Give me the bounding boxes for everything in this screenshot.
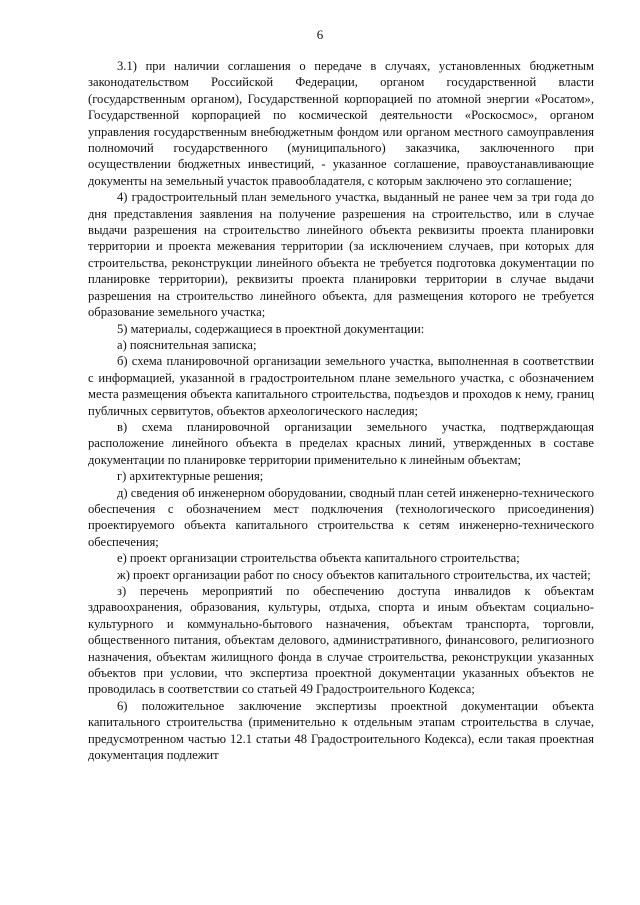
paragraph-5a: а) пояснительная записка; (117, 337, 257, 352)
paragraph-3-1: 3.1) при наличии соглашения о передаче в случаях, установленных бюджетным законодательством Российской Федерации, органом государственной власти (государственным органом), Государственной корпорацией по атомной энергии «Росатом», Государственной корпорацией по космической деятельности «Роскосмос», органом управления государственным внебюджетным фондом или органом местного самоуправления полномочий государственного (муниципального) заказчика, заключенного при осуществлении бюджетных инвестиций, - указанное соглашение, правоустанавливающие документы на земельный участок правообладателя, с которым заключено это соглашение; (88, 59, 594, 188)
page-number: 6 (316, 27, 324, 42)
paragraph-4: 4) градостроительный план земельного участка, выданный не ранее чем за три года до дня представления заявления на получение разрешения на строительство, или в случае выдачи разрешения на строительство линейного объекта реквизиты проекта планировки территории и проекта межевания территории (за исключением случаев, при которых для строительства, реконструкции линейного объекта не требуется подготовка документации по планировке территории), реквизиты проекта планировки территории в случае выдачи разрешения на строительство линейного объекта, для размещения которого не требуется образование земельного участка; (88, 190, 594, 320)
paragraph-6: 6) положительное заключение экспертизы проектной документации объекта капитального строительства (применительно к отдельным этапам строительства в случае, предусмотренном частью 12.1 статьи 48 Градостроительного Кодекса), если такая проектная документация подлежит (88, 698, 594, 763)
paragraph-5e: е) проект организации строительства объекта капитального строительства; (117, 551, 520, 566)
paragraph-5d: д) сведения об инженерном оборудовании, сводный план сетей инженерно-технического обеспечения с обозначением мест подключения (технологического присоединения) проектируемого объекта капитального строительства к сетям инженерно-технического обеспечения; (88, 485, 594, 549)
paragraph-5: 5) материалы, содержащиеся в проектной документации: (117, 321, 425, 336)
paragraph-5z: з) перечень мероприятий по обеспечению доступа инвалидов к объектам здравоохранения, образования, культуры, отдыха, спорта и иным объектам социально-культурного и коммунально-бытового назначения, объектам транспорта, торговли, общественного питания, объектам делового, административного, финансового, религиозного назначения, объектам жилищного фонда в случае строительства, реконструкции указанных объектов при условии, что экспертиза проектной документации указанных объектов не проводилась в соответствии со статьей 49 Градостроительного Кодекса; (88, 584, 594, 697)
paragraph-5g: г) архитектурные решения; (117, 469, 264, 484)
paragraph-5zh: ж) проект организации работ по сносу объектов капитального строительства, их частей; (117, 567, 591, 582)
document-body (88, 58, 594, 763)
paragraph-5b: б) схема планировочной организации земельного участка, выполненная в соответствии с информацией, указанной в градостроительном плане земельного участка, с обозначением места размещения объекта капитального строительства, подъездов и проходов к нему, границ публичных сервитутов, объектов археологического наследия; (88, 354, 594, 418)
paragraph-5v: в) схема планировочной организации земельного участка, подтверждающая расположение линейного объекта в пределах красных линий, утвержденных в составе документации по планировке территории применительно к линейным объектам; (88, 419, 594, 467)
